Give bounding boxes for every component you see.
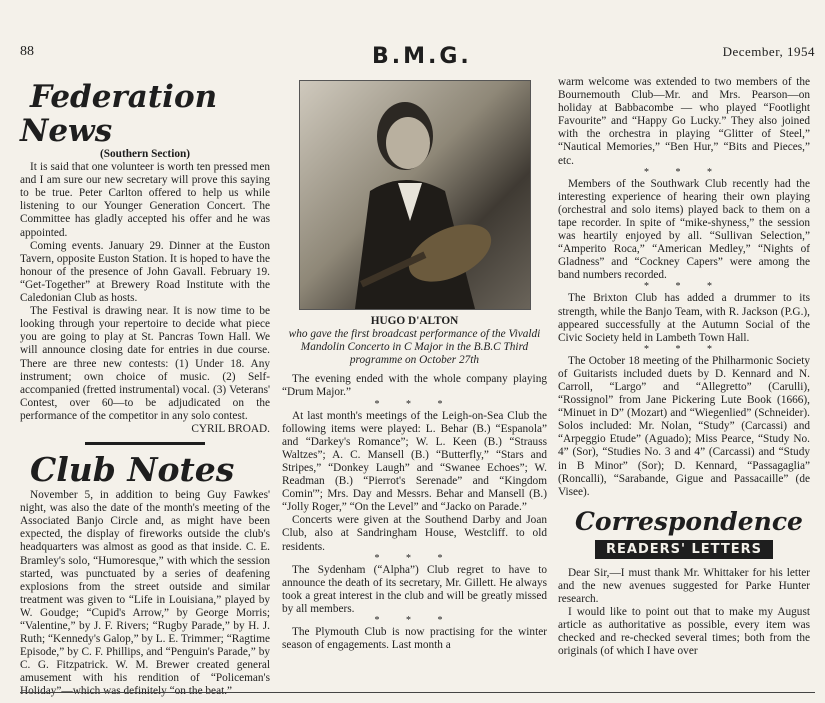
column-3 xyxy=(558,76,810,659)
federation-news-heading: Federation News xyxy=(20,79,218,149)
separator-stars: * * * xyxy=(644,166,724,178)
separator-stars: * * * xyxy=(644,281,724,293)
article-paragraph: The Festival is drawing near. It is now time to be looking through your repertoire to decide what piece you are going to play at St. Pancras Town Hall. We will announce closing date for entries in due course. There are three new contests: (1) Under 18. Any instrument; own choice of music. (2) Self-accompanied (fretted instrumental) vocal. (3) Veterans' Contest, over 60—to be adjudicated on the performance of the competitor in any solo contest. xyxy=(20,305,270,422)
separator-stars: * * * xyxy=(644,343,724,355)
letter-paragraph: Dear Sir,—I must thank Mr. Whittaker for his letter and the new avenues suggested for Parke Hunter research. xyxy=(558,566,810,606)
portrait-photo xyxy=(299,80,531,310)
photo-caption-text: who gave the first broadcast performance of the Vivaldi Mandolin Concerto in C Major in the B.B.C Third programme on October 27th xyxy=(288,328,541,367)
signature: CYRIL BROAD. xyxy=(191,422,270,435)
section-divider xyxy=(85,442,205,445)
issue-date: December, 1954 xyxy=(722,44,815,59)
masthead: B.M.G. xyxy=(372,44,472,69)
article-paragraph: November 5, in addition to being Guy Fawkes' night, was also the date of the month's meeting of the Associated Banjo Circle and, as might have been expected, the display of fireworks outside the club's headquarters was almost as good as that inside. C. E. Bramley's solo, “Humoresque,” with which the session started, was punctuated by a series of deafening explosions from the street outside and similar treatment was given to “Life in Louisiana,” played by W. Goudge; “Cupid's Arrow,” by George Morris; “Valentine,” by J. F. Rivers; “Rugby Parade,” by H. J. Ruth; “Kennedy's Galop,” by L. E. Trimmer; “Ragtime Episode,” by C. F. Phillips, and “Penguin's Parade,” by C. G. Fitzpatrick. W. M. Brewer created general amusement with his rendition of “Policeman's xyxy=(20,489,270,685)
article-paragraph: The evening ended with the whole company playing “Drum Major.” xyxy=(282,373,547,399)
column-2 xyxy=(282,80,547,652)
separator-stars: * * * xyxy=(374,398,455,410)
article-paragraph: The Sydenham (“Alpha”) Club regret to have to announce the death of its secretary, Mr. Gillett. He always took a great interest in the club and will be greatly missed by all members. xyxy=(282,563,547,615)
separator-stars: * * * xyxy=(374,614,455,626)
bottom-rule xyxy=(20,692,815,693)
photo-caption-name: HUGO D'ALTON xyxy=(370,315,459,327)
readers-letters-banner: READERS' LETTERS xyxy=(595,540,773,559)
article-paragraph: warm welcome was extended to two members of the Bournemouth Club—Mr. and Mrs. Pearson—on holiday at Babbacombe — who played “Footlight Favourite” and “Happy Go Lucky.” They also joined with the orchestra in playing “Glitter of Steel,” “Nautical Memories,” “Ben Hur,” “Bits and Pieces,” etc. xyxy=(558,76,810,167)
mandolin-player-illustration xyxy=(300,81,530,309)
article-paragraph: Concerts were given at the Southend Darby and Joan Club, also at Sandringham House, Westcliff. to old residents. xyxy=(282,514,547,553)
article-paragraph: It is said that one volunteer is worth ten pressed men and I am sure our new secretary will prove this saying to be true. Peter Carlton offered to help us while listening to our Younger Generation Concert. The Committee has gladly accepted his offer and he was appointed. xyxy=(20,161,270,239)
separator-stars: * * * xyxy=(374,552,455,564)
article-paragraph: Coming events. January 29. Dinner at the Euston Tavern, opposite Euston Station. It is hoped to have the honour of the presence of John Gavall. February 19. “Get-Together” at Brewery Road Institute with the Caledonian Club as hosts. xyxy=(20,239,270,305)
letter-paragraph: I would like to point out that to make my August article as authoritative as possible, every item was checked and re-checked several times; both from the originals (of which I have over xyxy=(558,606,810,658)
page-header xyxy=(20,44,815,74)
correspondence-heading: Correspondence xyxy=(575,506,803,536)
article-paragraph: The Plymouth Club is now practising for the winter season of engagements. Last month a xyxy=(282,625,547,652)
article-paragraph: At last month's meetings of the Leigh-on-Sea Club the following items were played: L. Behar (B.) “Espanola” and “Darkey's Romance”; W. L. Keen (B.) “Strauss Waltzes”; A. C. Mansell (B.) “Butterfly,” “Stars and Stripes,” “Donkey Laugh” and “Swanee Echoes”; W. Readman (B.) “Pierrot's Serenade” and “Kingdom Comin'”; Mrs. Day and Messrs. Behar and Mansell (B.) “Jolly Roger,” “On the Level” and “Jacko on Parade.” xyxy=(282,409,547,514)
column-1 xyxy=(20,80,270,699)
article-paragraph: The Brixton Club has added a drummer to its strength, while the Banjo Team, with R. Jackson (P.G.), appeared successfully at the Autumn Social of the Civic Society held in Lambeth Town Hall. xyxy=(558,292,810,344)
article-paragraph: The October 18 meeting of the Philharmonic Society of Guitarists included duets by D. Kennard and N. Carroll, “Largo” and “Allegretto” (Carulli), “Rossignol” from Jane Pickering Lute Book (1666), “Minuet in D” (Mozart) and “Wiegenlied” (Schneider). Solos included: Mr. Nolan, “Study” (Carcassi) and “Arpeggio Etude” (Aguado); Miss Pearce, “Study No. 4” (Sor), “Studies No. 3 and 4” (Carcassi) and “Study in B Minor” (Sor); D. Kennard, “Passagaglia” (Roncalli), “Sarabande, Gigue and Passacaille” (de Visee). xyxy=(558,354,810,498)
article-paragraph: Members of the Southwark Club recently had the interesting experience of hearing their own playing (orchestral and solo items) played back to them on a tape recorder. In spite of “mike-shyness,” the session was heartily enjoyed by all. “Sullivan Selection,” “Amperito Roca,” “American Medley,” “Nights of Gladness” and “Cockney Capers” were among the band numbers recorded. xyxy=(558,177,810,282)
page-number: 88 xyxy=(20,44,34,59)
federation-subtitle: (Southern Section) xyxy=(99,148,191,160)
club-notes-heading: Club Notes xyxy=(30,450,235,490)
